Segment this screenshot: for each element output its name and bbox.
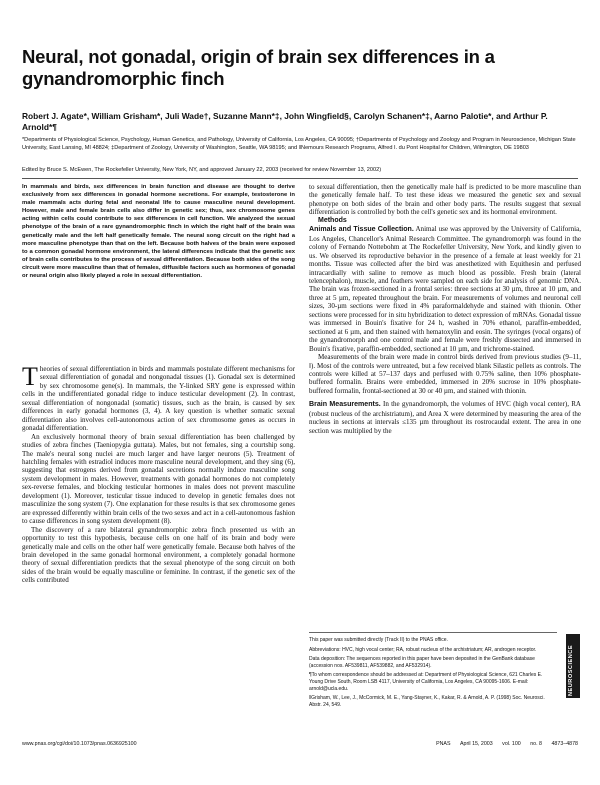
article-title: Neural, not gonadal, origin of brain sex differences in a gynandromorphic finch xyxy=(22,46,495,89)
brain-measurements-text: In the gynandromorph, the volumes of HVC (high vocal center), RA (robust nucleus of the archistriatum), and Area X were determined by measuring the area of the nucleus in sections at intervals ≤135 µm throughout its rostrocaudal extent. The area in one section was multiplied by the xyxy=(309,400,581,435)
footer-date: April 15, 2003 xyxy=(460,741,493,747)
intro-paragraph-3: The discovery of a rare bilateral gynandromorphic zebra finch presented us with an opportunity to test this hypothesis, because cells on one half of its brain and body were genetically male and cells on the other half were genetically female. Because both halves of the brain developed in the same gonadal hormonal environment, a completely gonadal hormone theory of sexual differentiation predicts that the sexual phenotype of the song circuit on both sides of the brain would be equally masculine or feminine. In contrast, if the genetic sex of the cells contributed xyxy=(22,525,295,585)
footnote-reference: ‖Grisham, W., Lee, J., McCormick, M. E., Yang-Stayner, K., Kakar, R. & Arnold, A. P. (1998) Soc. Neurosci. Abstr. 24, 549. xyxy=(309,695,545,708)
side-tab-label: NEUROSCIENCE xyxy=(568,644,574,696)
footnote-submission: This paper was submitted directly (Track II) to the PNAS office. xyxy=(309,637,448,643)
intro-text-1: heories of sexual differentiation in birds and mammals postulate different mechanisms for sexual differentiation of gonadal and nongonadal tissues (1). Gonadal sex is determined by sex chromosome gene(s). In mammals, the Y-linked SRY gene is expressed within cells in the undifferentiated gonadal ridge to induce testicular development (2). In contrast, sexual differentiation of nongonadal (somatic) tissues, such as the brain, is caused by sex differences in early gonadal hormones (3, 4). A key question is whether somatic sexual differentiation also involves cell-autonomous action of sex chromosome genes as occurs in gonadal differentiation. xyxy=(22,365,295,433)
brain-measurements-heading: Brain Measurements. xyxy=(309,401,381,409)
intro-paragraph-2: An exclusively hormonal theory of brain sexual differentiation has been challenged by studies of zebra finches (Taeniopygia guttata). Males, but not females, sing a courtship song. The male's neural song nuclei are much larger and have larger neurons (5). Treatment of hatchling females with estradiol induces more masculine neural development, and they sing (6), suggesting that estrogens derived from gonadal secretions normally induce masculine song system development in males. However, treatments with gonadal hormones do not completely sex-reverse females, and blocking testicular hormones in males does not prevent masculine development (1). Moreover, testicular tissue induced to develop in genetic females does not masculinize the song system (7). One explanation for these results is that sex chromosome genes are expressed differently within brain cells of the two sexes and act in a cell-autonomous fashion to cause differences in song system development (8). xyxy=(22,432,295,526)
edited-by-line: Edited by Bruce S. McEwen, The Rockefeller University, New York, NY, and approved January 22, 2003 (received for review November 13, 2002) xyxy=(22,167,382,173)
footnote-abbreviations: Abbreviations: HVC, high vocal center; RA, robust nucleus of the archistriatum; AR, androgen receptor. xyxy=(309,646,537,653)
footnote-data-deposition: Data deposition: The sequences reported in this paper have been deposited in the GenBank database (accession nos. AF539811, AF539882, and AF532914). xyxy=(309,656,535,669)
footer-issue: no. 8 xyxy=(530,741,542,747)
right-column-body xyxy=(309,183,581,435)
left-column-body xyxy=(22,362,295,585)
footer-citation xyxy=(428,741,578,747)
page-footer xyxy=(22,741,578,751)
intro-paragraph-4: to sexual differentiation, then the genetically male half is predicted to be more masculine than the genetically female half. To test these ideas we measured the genetic sex and sexual phenotype on both sides of the brain and other body parts. The results suggest that sexual differentiation is controlled by both the cell's genetic sex and its hormonal environment. xyxy=(309,183,581,217)
footer-journal: PNAS xyxy=(436,741,451,747)
footer-volume: vol. 100 xyxy=(502,741,521,747)
abstract: In mammals and birds, sex differences in brain function and disease are thought to derive exclusively from sex differences in gonadal hormone secretions. For example, testosterone in male mammals acts during fetal and neonatal life to cause masculine neural development. However, male and female brain cells also differ in genetic sex; thus, sex chromosome genes acting within cells could contribute to sex differences in cell function. We analyzed the sexual phenotype of the brain of a rare gynandromorphic finch in which the right half of the brain was genetically male and the left half genetically female. The neural song circuit on the right had a more masculine phenotype than that on the left. Because both halves of the brain were exposed to a common gonadal hormone environment, the lateral differences indicate that the genetic sex of brain cells contributes to the process of sexual differentiation. Because both sides of the song circuit were more masculine than that of females, diffusible factors such as hormones of gonadal or neural origin also likely played a role in sexual differentiation. xyxy=(22,184,295,280)
intro-paragraph-1 xyxy=(22,362,295,433)
doi-link[interactable]: www.pnas.org/cgi/doi/10.1073/pnas.0636925100 xyxy=(22,741,137,747)
brain-measurements-paragraph xyxy=(309,400,581,435)
animals-paragraph xyxy=(309,225,581,353)
footer-pages: 4873–4878 xyxy=(551,741,578,747)
drop-cap: T xyxy=(22,362,38,391)
controls-paragraph: Measurements of the brain were made in control birds derived from previous studies (9–11, ‖). Most of the controls were untreated, but a few received blank Silastic pellets as controls. The controls were killed at 57–137 days and perfused with 0.75% saline, then 10% phosphate-buffered formalin. Brains were embedded, immersed in 20% sucrose in 10% phosphate-buffered formalin, frontal-sectioned at 30 or 40 µm, and stained with thionin. xyxy=(309,353,581,395)
section-side-tab xyxy=(566,634,580,698)
header-divider xyxy=(22,178,578,179)
footnote-correspondence: ¶To whom correspondence should be addressed at: Department of Physiological Science, 621 Charles E. Young Drive South, Room LSB 4117, University of California, Los Angeles, CA 90095-1606. E-mail: arnold@ucla.edu. xyxy=(309,672,543,692)
author-list: Robert J. Agate*, William Grisham*, Juli Wade†, Suzanne Mann*‡, John Wingfield§, Carolyn Schanen*‡, Aarno Palotie*, and Arthur P. Arnold*¶ xyxy=(22,111,548,132)
animals-text: Animal use was approved by the University of California, Los Angeles, Chancellor's Animal Research Committee. The gynandromorph was found in the colony of Fernando Nottebohm at The Rockefeller University, New York, and kindly given to us. We observed its reproductive behavior in the presence of a female at least weekly for 21 months. Tissue was collected after the bird was anesthetized with Equithesin and perfused intracardially with saline to remove as much blood as possible. Fresh brain (lateral telencephalon), muscle, and feathers were sampled on each side for analysis of genomic DNA. The brain was frozen-sectioned in a frontal series: three sections at 30 µm, three at 10 µm, and three at 5 µm, repeated throughout the brain. For measurements of volumes and neuronal cell sizes, 30-µm sections were fixed in 4% paraformaldehyde and stained with thionin. Other sections were processed for in situ hybridization to detect expression of mRNAs. Gonadal tissue was immersed in Bouin's fixative for 24 h, washed in 70% ethanol, paraffin-embedded, sectioned at 6 µm, and then stained with hematoxylin and eosin. The syringes (vocal organs) of the gynandromorph and one control male and female were freshly dissected and immersed in Bouin's fixative, paraffin-embedded, sectioned at 10 µm, and trichrome-stained. xyxy=(309,225,581,353)
animals-heading: Animals and Tissue Collection. xyxy=(309,226,414,234)
footnotes xyxy=(309,632,557,711)
methods-heading: Methods xyxy=(318,216,347,224)
affiliations: *Departments of Physiological Science, Psychology, Human Genetics, and Pathology, University of California, Los Angeles, CA 90095; †Departments of Psychology and Zoology and Program in Neuroscience, Michigan State University, East Lansing, MI 48824; ‡Department of Zoology, University of Washington, Seattle, WA 98195; and ‖Nemours Research Programs, Alfred I. du Pont Hospital for Children, Wilmington, DE 19803 xyxy=(22,137,576,151)
